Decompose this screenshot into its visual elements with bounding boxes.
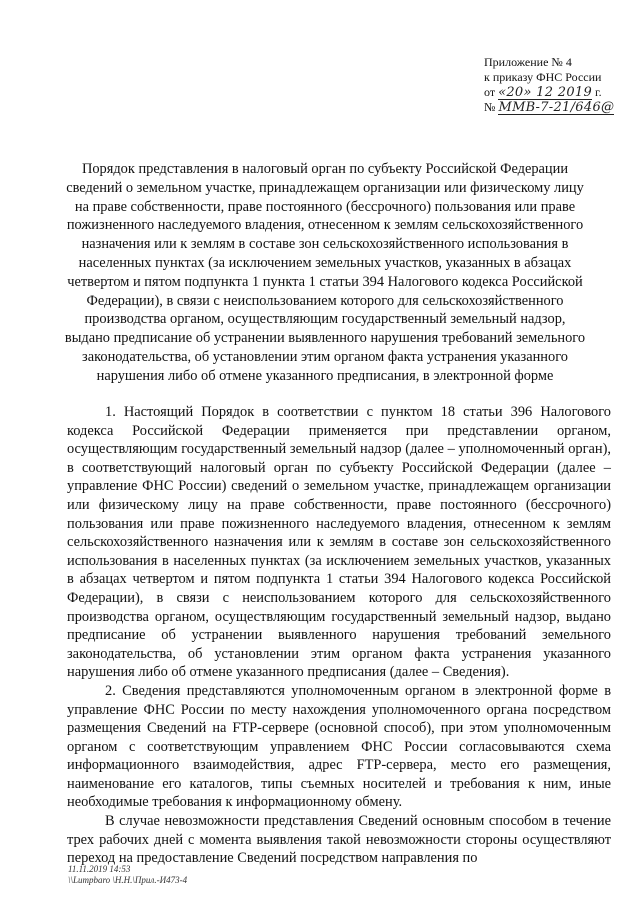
annex-number-prefix: № [484,100,496,114]
annex-date-suffix: г. [595,85,602,99]
title-line: нарушения либо об отмене указанного предписания, в электронной форме [96,367,554,384]
title-line: законодательства, об установлении этим органом факта устранения указанного [82,348,568,365]
title-line: производства органом, осуществляющим государственный земельный надзор, [84,311,566,328]
paragraph-3: В случае невозможности представления Сведений основным способом в течение трех рабочих дней с момента выявления такой невозможности стороны осуществляют переход на предоставление Сведений посредством направления по [67,813,611,867]
title-line: выдано предписание об устранении выявленного нарушения требований земельного [64,330,586,347]
document-body [67,403,611,868]
annex-order: к приказу ФНС России [484,70,602,84]
title-line: назначения или к землям в составе зон сельскохозяйственного использования в [81,236,569,253]
stamp-timestamp: 11.11.2019 14:53 [68,864,131,874]
title-line: пожизненного наследуемого владения, отнесенном к землям сельскохозяйственного [66,217,584,234]
title-line: на праве собственности, праве постоянного (бессрочного) пользования или праве [74,198,576,215]
title-line: четвертом и пятом подпункта 1 пункта 1 статьи 394 Налогового кодекса Российской [67,273,583,290]
document-title [60,160,590,386]
title-line: Порядок представления в налоговый орган по субъекту Российской Федерации [81,161,569,177]
annex-title: Приложение № 4 [484,55,572,69]
annex-date-handwritten: «20» 12 2019 [498,85,593,100]
annex-number [484,100,614,115]
title-line: сведений о земельном участке, принадлежащем организации или физическому лицу [66,179,584,196]
annex-date-prefix: от [484,85,496,99]
title-line: населенных пунктах (за исключением земельных участков, указанных в абзацах [78,254,572,271]
paragraph-1: 1. Настоящий Порядок в соответствии с пунктом 18 статьи 396 Налогового кодекса Российской Федерации применяется при представлении органом, осуществляющим государственный земельный надзор (далее – уполномоченный орган), в соответствующий налоговый орган по субъекту Российской Федерации (далее – управление ФНС России) сведений о земельном участке, принадлежащем организации или физическому лицу на праве собственности, праве постоянного (бессрочного) пользования или праве пожизненного наследуемого владения, отнесенном к землям сельскохозяйственного назначения или к землям в составе зон сельскохозяйственного использования в населенных пунктах (за исключением земельных участков, указанных в абзацах четвертом и пятом подпункта 1 статьи 394 Налогового кодекса Российской Федерации), в связи с неиспользованием которого для сельскохозяйственного производства органом, осуществляющим государственный земельный надзор, выдано предписание об устранении выявленного нарушения требований земельного законодательства, об установлении этим органом факта устранения указанного нарушения либо об отмене указанного предписания (далее – Сведения). [67,404,611,681]
title-line: Федерации), в связи с неиспользованием которого для сельскохозяйственного [86,292,564,309]
annex-date [484,85,614,100]
annex-number-handwritten: ММВ-7-21/646@ [498,100,615,115]
annex-header [484,55,614,115]
file-stamp [68,864,187,886]
stamp-path: \\Lumpbaro \Н.Н.\Прил.-И473-4 [68,875,188,885]
paragraph-2: 2. Сведения представляются уполномоченным органом в электронной форме в управление ФНС России по месту нахождения уполномоченного органа посредством размещения Сведений на FTP-сервере (основной способ), при этом уполномоченным органом с соответствующим управлением ФНС России согласовываются схема информационного взаимодействия, адрес FTP-сервера, место его размещения, наименование его каталогов, типы съемных носителей и требования к ним, иные необходимые требования к информационному обмену. [67,682,611,811]
